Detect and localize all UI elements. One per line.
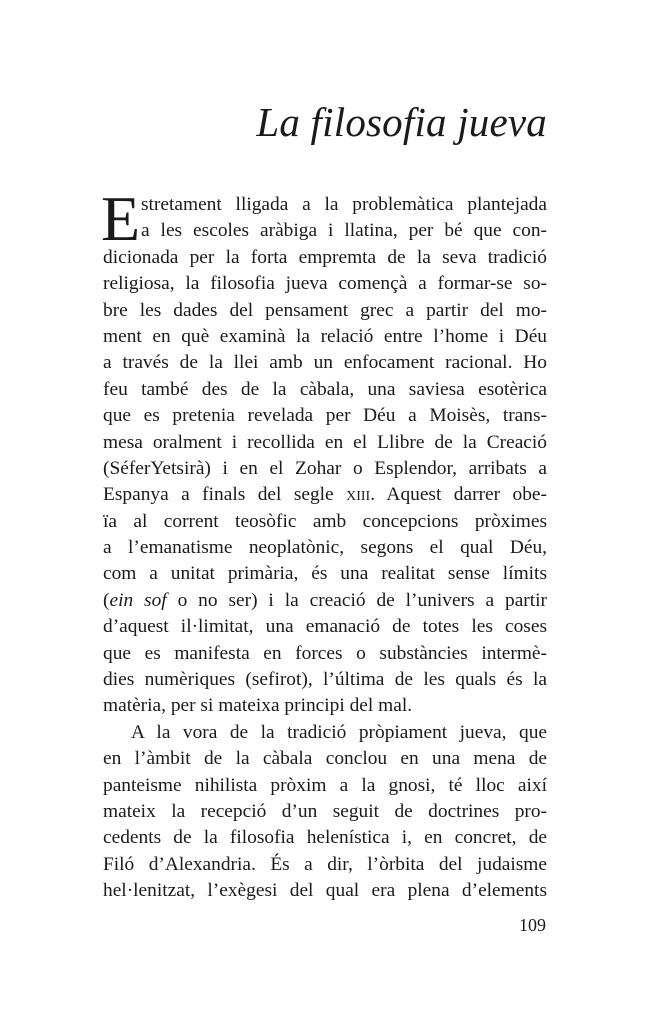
text-line: Espanya a finals del segle xiii. Aquest darrer obe- [103, 484, 547, 506]
text-line: matèria, per si mateixa principi del mal. [103, 695, 413, 717]
paragraph-1 [101, 183, 547, 720]
text-line: en l’àmbit de la càbala conclou en una mena de [103, 748, 547, 770]
page-number: 109 [519, 915, 546, 935]
body-text [101, 183, 547, 905]
text-line: mesa oralment i recollida en el Llibre de la Creació [103, 431, 547, 453]
text-line: Filó d’Alexandria. És a dir, l’òrbita del judaisme [103, 853, 547, 875]
drop-cap: E [101, 183, 141, 254]
text-line: que es manifesta en forces o substàncies intermè- [103, 642, 547, 664]
text-line: E stretament lligada a la problemàtica plantejada [101, 183, 547, 254]
text-line: hel·lenitzat, l’exègesi del qual era plena d’elements [103, 880, 547, 902]
text-line: feu també des de la càbala, una saviesa esotèrica [103, 378, 547, 400]
text-line: dies numèriques (sefirot), l’última de les quals és la [103, 669, 547, 691]
text-line: mateix la recepció d’un seguit de doctrines pro- [103, 800, 547, 822]
text-line: d’aquest il·limitat, una emanació de totes les coses [103, 616, 547, 638]
text-line: religiosa, la filosofia jueva començà a formar-se so- [103, 273, 547, 295]
text-line: ment en què examinà la relació entre l’home i Déu [103, 325, 547, 347]
text-line: que es pretenia revelada per Déu a Moisès, trans- [103, 405, 547, 427]
text-line: a través de la llei amb un enfocament racional. Ho [103, 352, 547, 374]
text-line: dicionada per la forta empremta de la seva tradició [103, 246, 547, 268]
text-line: A la vora de la tradició pròpiament jueva, que [131, 721, 547, 743]
text-line: ïa al corrent teosòfic amb concepcions pròximes [103, 510, 547, 532]
text-line: a l’emanatisme neoplatònic, segons el qual Déu, [103, 537, 547, 559]
text-line: cedents de la filosofia helenística i, en concret, de [103, 827, 547, 849]
chapter-title: La filosofia jueva [256, 99, 547, 145]
text-line: bre les dades del pensament grec a partir del mo- [103, 299, 547, 321]
text-line: com a unitat primària, és una realitat sense límits [103, 563, 547, 585]
text-line: panteisme nihilista pròxim a la gnosi, té lloc així [103, 774, 547, 796]
text-line: a les escoles aràbiga i llatina, per bé que con- [141, 220, 547, 242]
paragraph-2 [103, 720, 547, 905]
italic-term: ein sof [109, 589, 167, 611]
century-numeral: xiii [346, 484, 371, 506]
text-line: (SéferYetsirà) i en el Zohar o Esplendor, arribats a [103, 457, 547, 479]
text-line: (ein sof o no ser) i la creació de l’univers a partir [103, 589, 547, 611]
